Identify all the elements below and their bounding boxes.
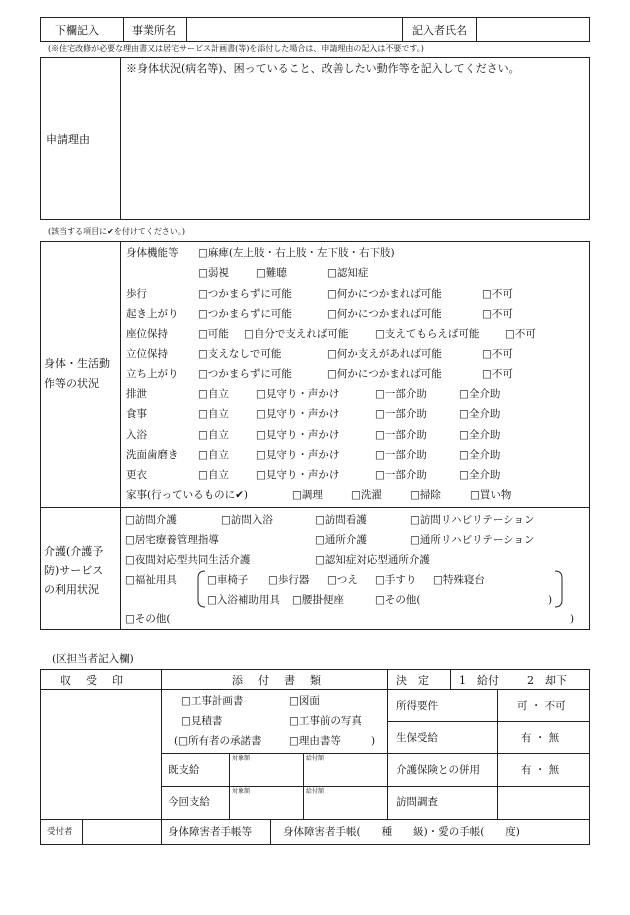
option-checkbox[interactable]: □一部介助 [375, 388, 427, 400]
row-label: 入浴 [126, 429, 147, 441]
option-checkbox[interactable]: □見守り・声かけ [256, 388, 340, 400]
option-checkbox[interactable]: □自立 [198, 469, 229, 481]
right-bracket [554, 570, 564, 608]
equipment-checkbox[interactable]: □手すり [375, 574, 417, 586]
option-checkbox[interactable]: □つかまらずに可能 [198, 368, 292, 380]
row-label: 座位保持 [126, 328, 168, 340]
row-label: 身体機能等 [126, 247, 179, 259]
attachment-checkbox[interactable]: □図面 [289, 695, 320, 707]
service-checkbox[interactable]: □夜間対応型共同生活介護 [125, 554, 251, 566]
care-label-3: の利用状況 [44, 583, 99, 596]
reason-field[interactable] [121, 78, 589, 219]
service-checkbox[interactable]: □居宅療養管理指導 [125, 534, 219, 546]
prev-pay-label: 既支給 [168, 764, 200, 776]
row-label: 立位保持 [126, 348, 168, 360]
row-label: 洗面歯磨き [126, 449, 179, 461]
service-other-close: ) [570, 613, 575, 625]
attachment-checkbox[interactable]: (□所有者の承諾書 [174, 735, 262, 747]
option-checkbox[interactable]: □不可 [482, 348, 513, 360]
care-label-2: 防)サービス [44, 564, 104, 577]
option-checkbox[interactable]: □一部介助 [375, 449, 427, 461]
service-checkbox[interactable]: □訪問入浴 [221, 514, 273, 526]
low-vision-checkbox[interactable]: □弱視 [198, 267, 229, 279]
row-label: 食事 [126, 408, 147, 420]
receipt-header: 収 受 印 [60, 674, 125, 687]
reason-instruction: ※身体状況(病名等)、困っていること、改善したい動作等を記入してください。 [126, 62, 520, 75]
option-checkbox[interactable]: □自立 [198, 429, 229, 441]
option-checkbox[interactable]: □不可 [482, 368, 513, 380]
option-checkbox[interactable]: □掃除 [410, 489, 441, 501]
paralysis-checkbox[interactable]: □麻痺(左上肢・右上肢・左下肢・右下肢) [198, 247, 395, 259]
reason-label: 申請理由 [46, 133, 90, 146]
equipment-other-close: ) [548, 594, 553, 606]
option-checkbox[interactable]: □不可 [482, 288, 513, 300]
option-checkbox[interactable]: □支えなしで可能 [198, 348, 282, 360]
option-checkbox[interactable]: □自立 [198, 449, 229, 461]
option-checkbox[interactable]: □洗濯 [351, 489, 382, 501]
welfare-equipment-checkbox[interactable]: □福祉用具 [125, 574, 177, 586]
service-checkbox[interactable]: □訪問介護 [125, 514, 177, 526]
attachment-checkbox[interactable]: □工事前の写真 [289, 715, 362, 727]
option-checkbox[interactable]: □自分で支えれば可能 [244, 328, 349, 340]
equipment-checkbox[interactable]: □歩行器 [268, 574, 310, 586]
option-checkbox[interactable]: □不可 [505, 328, 536, 340]
body-status-label-1: 身体・生活動 [44, 357, 110, 370]
visit-label: 訪問調査 [396, 796, 438, 808]
option-checkbox[interactable]: □自立 [198, 388, 229, 400]
income-value[interactable]: 可 ・ 不可 [517, 700, 566, 712]
attachment-checkbox[interactable]: □理由書等 [289, 735, 341, 747]
option-checkbox[interactable]: □自立 [198, 408, 229, 420]
option-checkbox[interactable]: □全介助 [459, 469, 501, 481]
care-label-1: 介護(介護予 [44, 545, 104, 558]
curr-pay-label: 今回支給 [168, 796, 210, 808]
welfare-value[interactable]: 有 ・ 無 [521, 732, 560, 744]
body-status-label-2: 作等の状況 [44, 377, 99, 390]
option-checkbox[interactable]: □買い物 [470, 489, 512, 501]
curr-pay-amount-label: 給付額 [306, 788, 325, 795]
row-label: 立ち上がり [126, 368, 179, 380]
header-col1: 下欄記入 [55, 24, 99, 37]
row-label: 歩行 [126, 288, 147, 300]
prev-target-label: 対象額 [232, 755, 251, 762]
option-checkbox[interactable]: □見守り・声かけ [256, 429, 340, 441]
option-checkbox[interactable]: □つかまらずに可能 [198, 288, 292, 300]
option-checkbox[interactable]: □何かにつかまれば可能 [327, 288, 442, 300]
header-col3: 記入者氏名 [412, 24, 467, 37]
row-label: 起き上がり [126, 308, 179, 320]
service-checkbox[interactable]: □通所介護 [315, 534, 367, 546]
equipment-other-checkbox[interactable]: □その他( [375, 594, 421, 606]
option-checkbox[interactable]: □調理 [292, 489, 323, 501]
option-checkbox[interactable]: □全介助 [459, 449, 501, 461]
option-checkbox[interactable]: □何かにつかまれば可能 [327, 368, 442, 380]
insurance-value[interactable]: 有 ・ 無 [521, 764, 560, 776]
handbook-label: 身体障害者手帳等 [168, 826, 252, 838]
note-attachment: (※住宅改修が必要な理由書又は居宅サービス計画書(等)を添付した場合は、申請理由の記入は不要です。) [48, 44, 424, 53]
equipment-checkbox[interactable]: □入浴補助用具 [207, 594, 280, 606]
option-checkbox[interactable]: □一部介助 [375, 408, 427, 420]
row-label: 排泄 [126, 388, 147, 400]
option-checkbox[interactable]: □全介助 [459, 408, 501, 420]
office-title: (区担当者記入欄) [52, 653, 134, 665]
writer-name-field[interactable] [477, 18, 589, 41]
attachment-checkbox[interactable]: □工事計画書 [181, 695, 244, 707]
equipment-checkbox[interactable]: □つえ [327, 574, 358, 586]
equipment-checkbox[interactable]: □特殊寝台 [433, 574, 485, 586]
option-checkbox[interactable]: □不可 [482, 308, 513, 320]
welfare-label: 生保受給 [396, 732, 438, 744]
option-checkbox[interactable]: □一部介助 [375, 429, 427, 441]
handbook-value[interactable]: 身体障害者手帳( 種 級)・愛の手帳( 度) [283, 826, 520, 838]
row-label: 家事(行っているものに✔) [126, 489, 248, 501]
income-label: 所得要件 [396, 700, 438, 712]
left-bracket [196, 570, 206, 608]
service-checkbox[interactable]: □通所リハビリテーション [410, 534, 535, 546]
option-checkbox[interactable]: □支えてもらえば可能 [375, 328, 480, 340]
hearing-checkbox[interactable]: □難聴 [256, 267, 287, 279]
equipment-checkbox[interactable]: □腰掛便座 [292, 594, 344, 606]
option-checkbox[interactable]: □可能 [198, 328, 229, 340]
row-label: 更衣 [126, 469, 147, 481]
insurance-label: 介護保険との併用 [396, 764, 480, 776]
option-checkbox[interactable]: □つかまらずに可能 [198, 308, 292, 320]
option-checkbox[interactable]: □見守り・声かけ [256, 469, 340, 481]
option-checkbox[interactable]: □何かにつかまれば可能 [327, 308, 442, 320]
service-checkbox[interactable]: □訪問看護 [315, 514, 367, 526]
option-checkbox[interactable]: □見守り・声かけ [256, 408, 340, 420]
option-checkbox[interactable]: □全介助 [459, 429, 501, 441]
attachment-close: ) [371, 735, 376, 747]
decision-reject[interactable]: 2 却下 [527, 674, 567, 687]
curr-target-label: 対象額 [232, 788, 251, 795]
option-checkbox[interactable]: □何か支えがあれば可能 [327, 348, 442, 360]
service-other-checkbox[interactable]: □その他( [125, 613, 171, 625]
service-checkbox[interactable]: □訪問リハビリテーション [410, 514, 535, 526]
attachment-checkbox[interactable]: □見積書 [181, 715, 223, 727]
header-col2: 事業所名 [132, 24, 176, 37]
option-checkbox[interactable]: □見守り・声かけ [256, 449, 340, 461]
decision-pay[interactable]: 1 給付 [459, 674, 499, 687]
attachments-header: 添 付 書 類 [232, 674, 323, 687]
decision-header: 決 定 [396, 674, 429, 687]
dementia-checkbox[interactable]: □認知症 [327, 267, 369, 279]
office-name-field[interactable] [187, 18, 401, 41]
service-checkbox[interactable]: □認知症対応型通所介護 [315, 554, 430, 566]
note-check: (該当する項目に✔を付けてください。) [48, 227, 185, 236]
receiver-label: 受付者 [47, 827, 73, 837]
prev-pay-amount-label: 給付額 [306, 755, 325, 762]
option-checkbox[interactable]: □一部介助 [375, 469, 427, 481]
equipment-checkbox[interactable]: □車椅子 [207, 574, 249, 586]
option-checkbox[interactable]: □全介助 [459, 388, 501, 400]
